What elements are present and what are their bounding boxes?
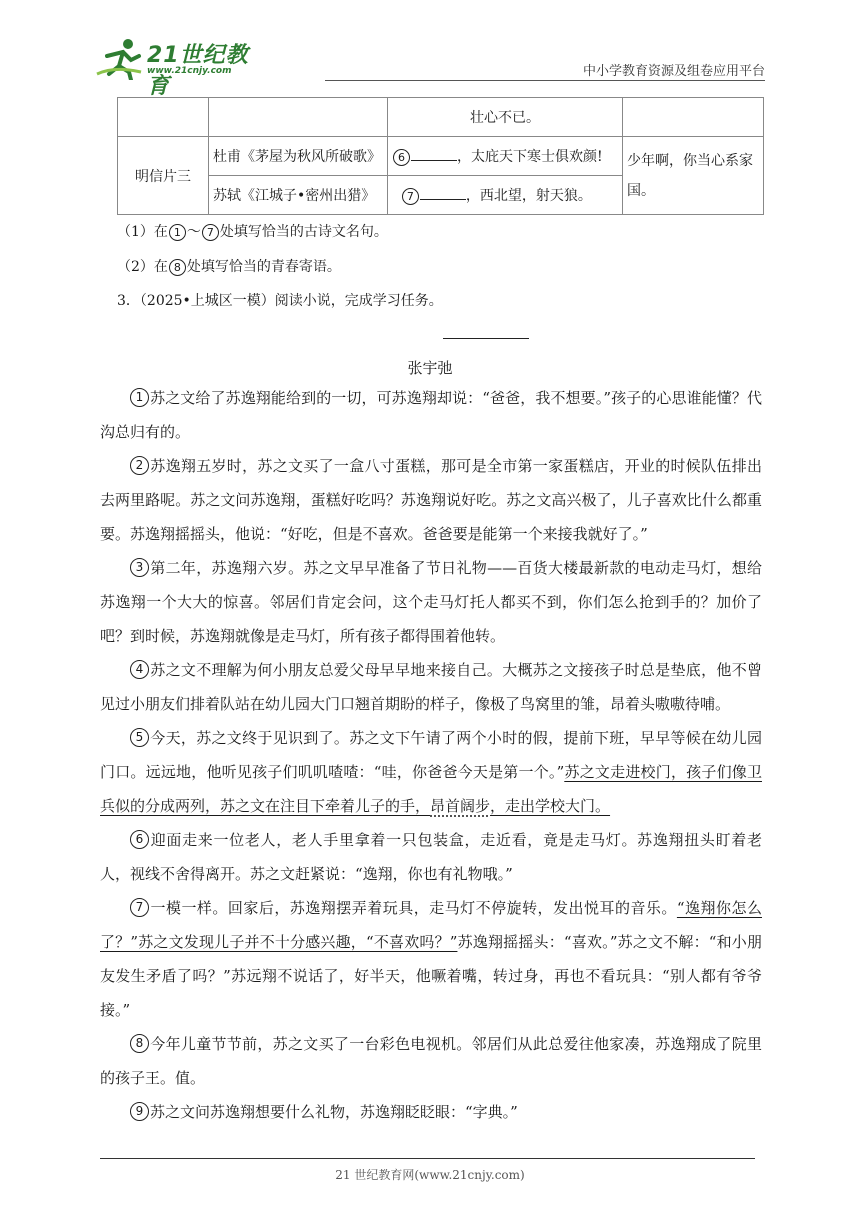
paragraph-text: 第二年，苏逸翔六岁。苏之文早早准备了节日礼物——百货大楼最新款的电动走马灯，想给苏逸翔一个大大的惊喜。邻居们肯定会问，这个走马灯托人都买不到，你们怎么抢到手的？加价了吧？到时候，苏逸翔就像是走马灯，所有孩子都得围着他转。 (100, 559, 762, 645)
paragraph-number: 8 (130, 1034, 149, 1053)
page-header (95, 30, 765, 99)
postcard-label: 明信片三 (118, 137, 209, 215)
underlined-text: 苏之文走进校门，孩子们像卫兵似的分成两列，苏之文在注目下牵着儿子的手， (100, 763, 762, 815)
paragraph-number: 3 (130, 558, 149, 577)
paragraph-text: 苏逸翔摇摇头：“喜欢。”苏之文不解：“和小朋友发生矛盾了吗？”苏远翔不说话了，好半天，他噘着嘴，转过身，再也不看玩具：“别人都有爷爷接。” (100, 933, 762, 1019)
paragraph-text: 今年儿童节节前，苏之文买了一台彩色电视机。邻居们从此总爱往他家凑，苏逸翔成了院里的孩子王。值。 (100, 1035, 762, 1087)
paragraph-text: 今天，苏之文终于见识到了。苏之文下午请了两个小时的假，提前下班，早早等候在幼儿园门口。远远地，他听见孩子们叽叽喳喳：“哇，你爸爸今天是第一个。” (100, 729, 762, 781)
instruction-2 (117, 256, 341, 276)
paragraph-text: 苏之文不理解为何小朋友总爱父母早早地来接自己。大概苏之文接孩子时总是垫底，他不曾见过小朋友们排着队站在幼儿园大门口翘首期盼的样子，像极了鸟窝里的雏，昂着头嗷嗷待哺。 (100, 661, 762, 713)
site-logo (95, 36, 265, 99)
footer-divider (100, 1158, 755, 1159)
logo-text: 21世纪教育 (147, 43, 249, 99)
paragraph (100, 823, 762, 891)
paragraph-number: 7 (130, 898, 149, 917)
runner-logo-icon (95, 36, 145, 80)
platform-name: 中小学教育资源及组卷应用平台 (582, 64, 765, 79)
paragraph-number: 1 (130, 388, 149, 407)
poem-line (388, 176, 623, 215)
instruction-text: （2）在 (117, 259, 168, 275)
fill-blank[interactable] (411, 146, 457, 161)
logo-url: www.21cnjy.com (147, 66, 232, 76)
table-cell (118, 98, 209, 137)
paragraph-number: 9 (130, 1102, 149, 1121)
paragraph (100, 891, 762, 1027)
blank-number: 7 (402, 188, 419, 205)
fill-blank[interactable] (420, 185, 466, 200)
poem-line (388, 137, 623, 176)
author-name: 张宇弛 (407, 359, 453, 377)
paragraph (100, 1095, 762, 1129)
instruction-1 (117, 221, 388, 241)
blank-number: 1 (169, 224, 186, 241)
table-cell: 壮心不已。 (388, 98, 623, 137)
instruction-text: 处填写恰当的青春寄语。 (186, 259, 341, 275)
paragraph-text: 一模一样。回家后，苏逸翔摆弄着玩具，走马灯不停旋转，发出悦耳的音乐。 (150, 899, 677, 917)
question-heading: 3．（2025•上城区一模）阅读小说，完成学习任务。 (117, 293, 443, 309)
paragraph-text: 苏逸翔五岁时，苏之文买了一盒八寸蛋糕，那可是全市第一家蛋糕店，开业的时候队伍排出去两里路呢。苏之文问苏逸翔，蛋糕好吃吗？苏逸翔说好吃。苏之文高兴极了，儿子喜欢比什么都重要。苏逸翔摇摇头，他说：“好吃，但是不喜欢。爸爸要是能第一个来接我就好了。” (100, 457, 762, 543)
postcard-table (117, 97, 764, 215)
blank-number: 8 (169, 259, 186, 276)
table-row (118, 137, 764, 176)
paragraph-text: 苏之文给了苏逸翔能给到的一切，可苏逸翔却说：“爸爸，我不想要。”孩子的心思谁能懂？代沟总归有的。 (100, 389, 762, 441)
paragraph-number: 2 (130, 456, 149, 475)
paragraph (100, 551, 762, 653)
instruction-text: ～ (186, 224, 201, 240)
table-row (118, 98, 764, 137)
underlined-text: “逸翔你怎么了？”苏之文发现儿子并不十分感兴趣，“不喜欢吗？” (100, 899, 762, 951)
instruction-text: 处填写恰当的古诗文名句。 (219, 224, 388, 240)
dotted-text: 昂首阔步 (430, 797, 491, 815)
paragraph (100, 721, 762, 823)
paragraph (100, 381, 762, 449)
youth-message: 少年啊，你当心系家国。 (623, 137, 764, 215)
title-blank[interactable] (443, 338, 529, 339)
poem-text: ，西北望，射天狼。 (465, 188, 592, 204)
paragraph-number: 5 (130, 728, 149, 747)
header-divider (325, 80, 765, 81)
blank-number: 7 (202, 224, 219, 241)
table-cell (623, 98, 764, 137)
poem-source: 杜甫《茅屋为秋风所破歌》 (209, 137, 388, 176)
table-cell (209, 98, 388, 137)
poem-source: 苏轼《江城子•密州出猎》 (209, 176, 388, 215)
paragraph (100, 449, 762, 551)
paragraph-number: 6 (130, 830, 149, 849)
underlined-text: ，走出学校大门。 (490, 797, 611, 815)
paragraph-text: 迎面走来一位老人，老人手里拿着一只包装盒，走近看，竟是走马灯。苏逸翔扭头盯着老人，视线不舍得离开。苏之文赶紧说：“逸翔，你也有礼物哦。” (100, 831, 762, 883)
blank-number: 6 (393, 149, 410, 166)
paragraph (100, 653, 762, 721)
paragraph-text: 苏之文问苏逸翔想要什么礼物，苏逸翔眨眨眼：“字典。” (150, 1103, 518, 1121)
poem-text: ，太庇天下寒士俱欢颜! (457, 149, 603, 165)
instruction-text: （1）在 (117, 224, 168, 240)
page-footer: 21 世纪教育网(www.21cnjy.com) (335, 1168, 525, 1182)
paragraph-number: 4 (130, 660, 149, 679)
paragraph (100, 1027, 762, 1095)
